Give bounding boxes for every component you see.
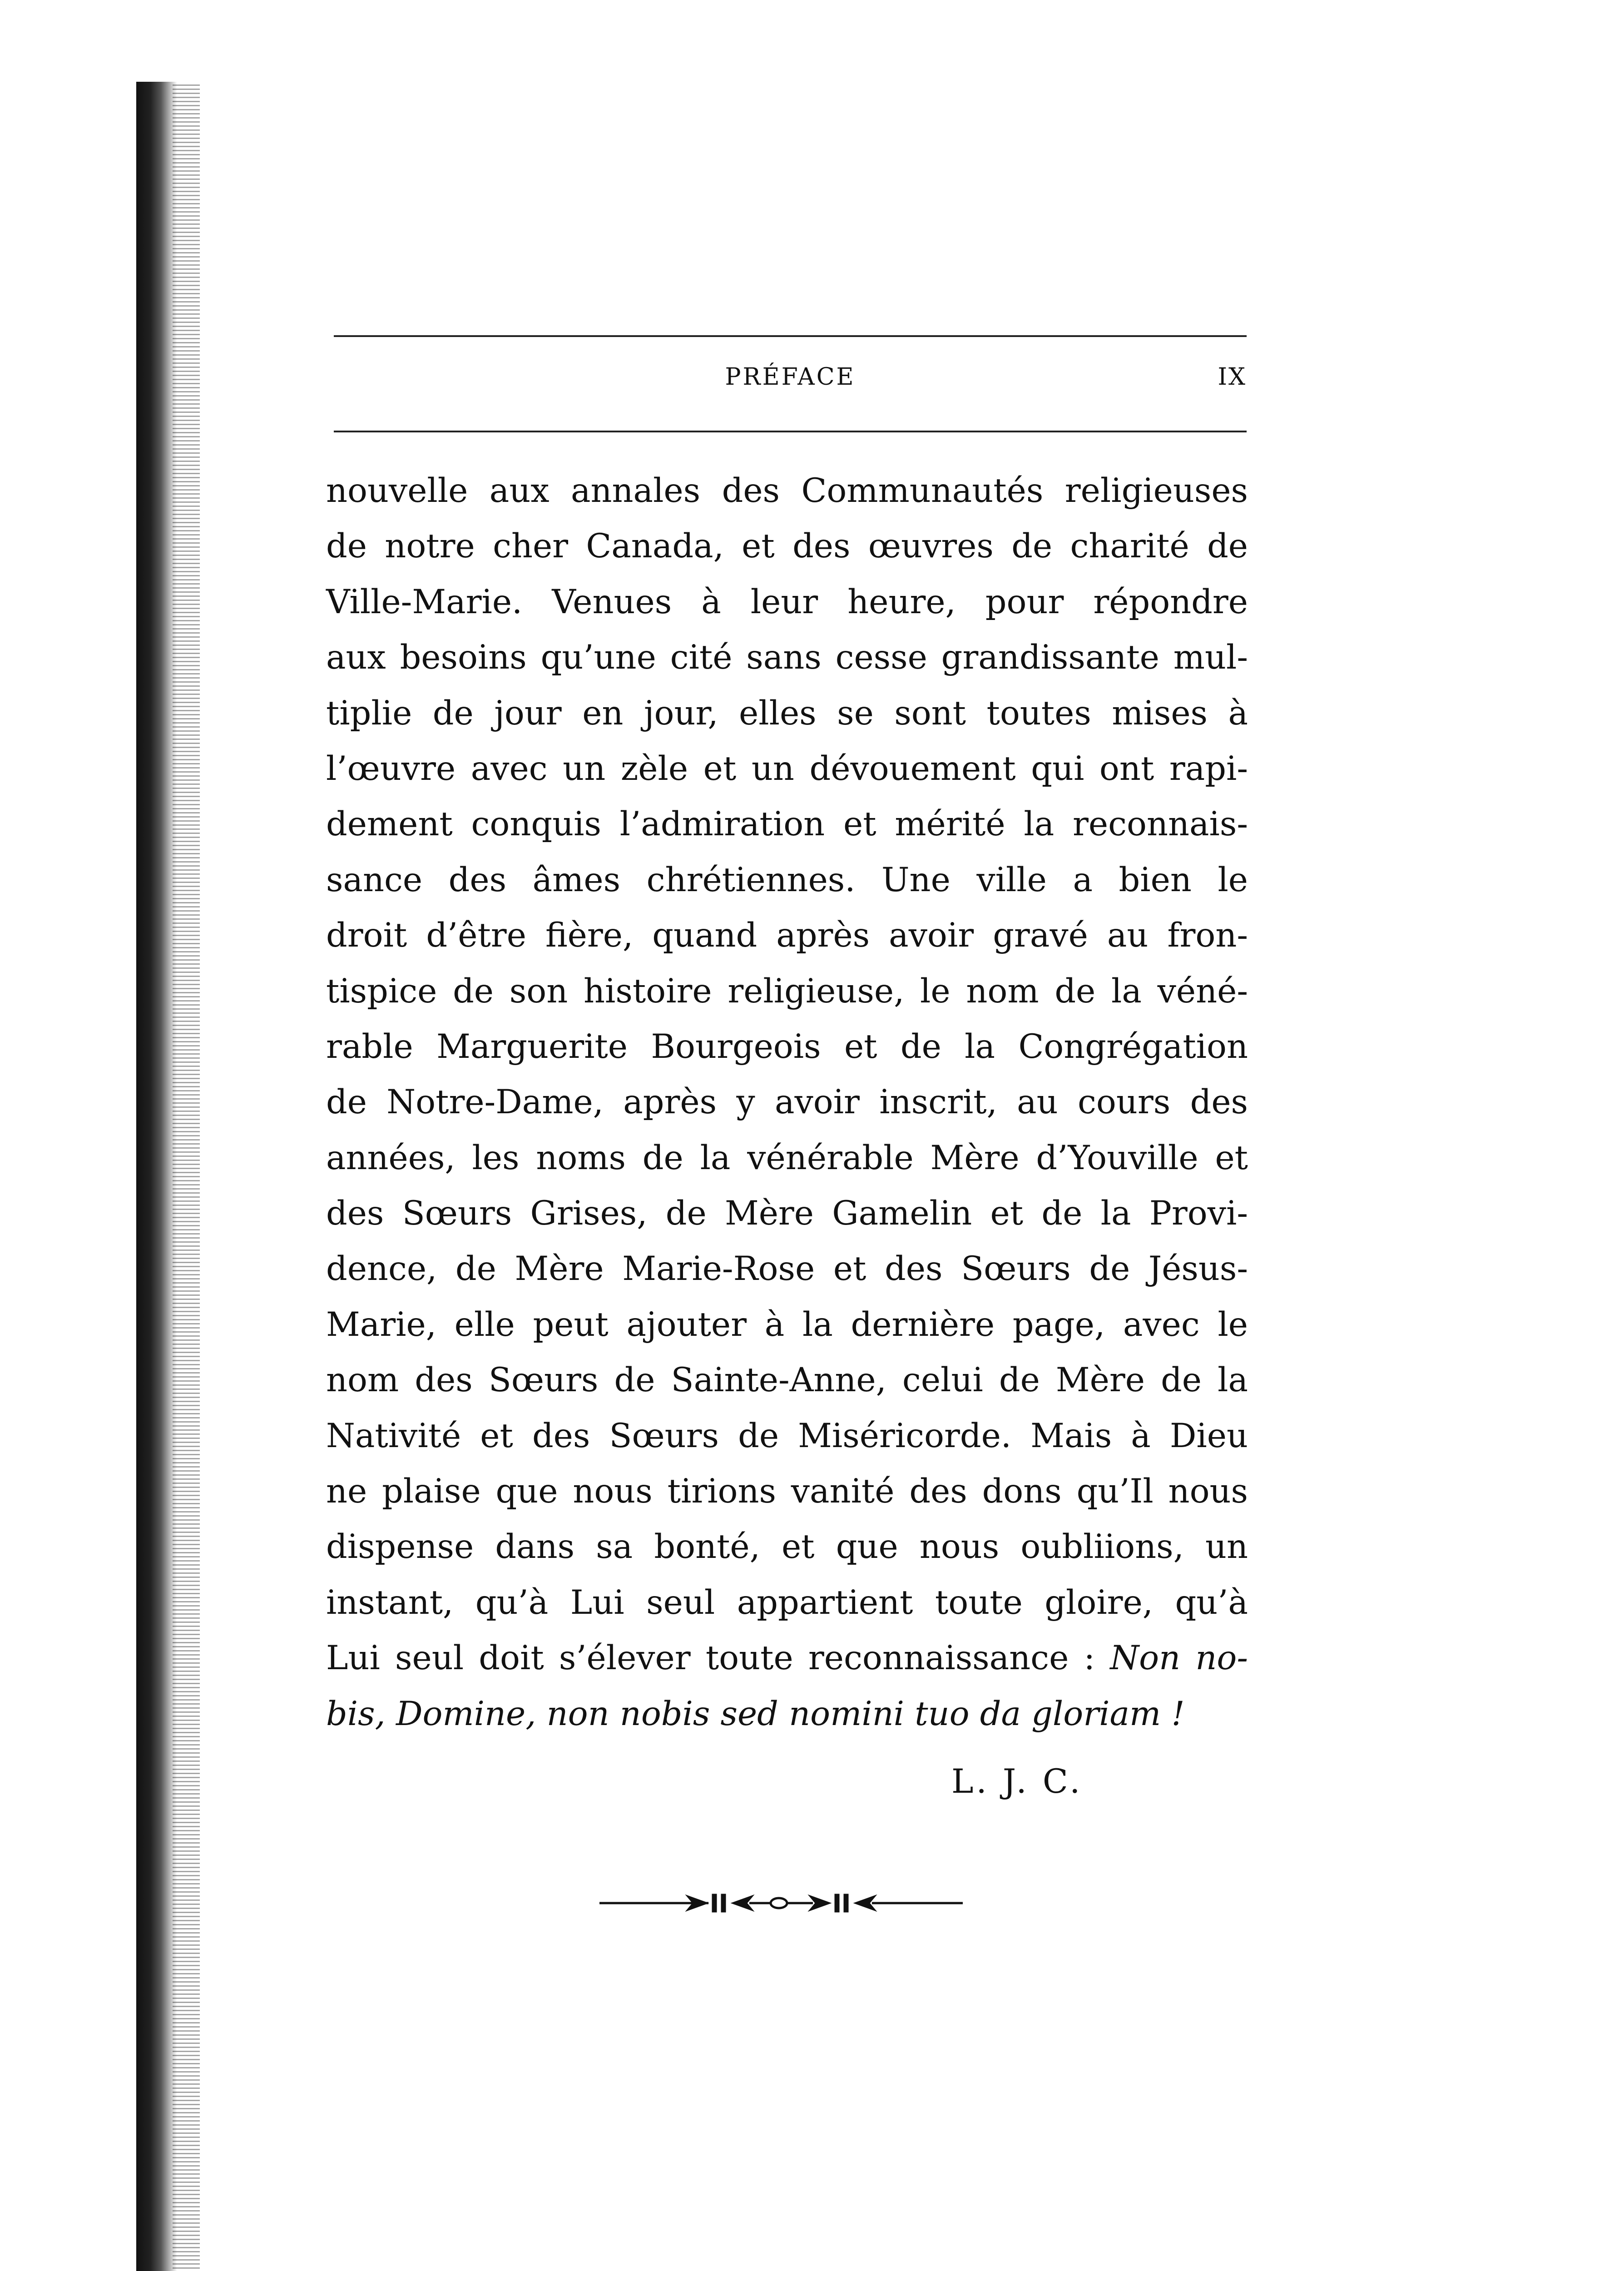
text-line: ne plaise que nous tirions vanité des dons qu’Il nous bbox=[326, 1472, 1248, 1511]
text-line: dement conquis l’admiration et mérité la reconnais- bbox=[326, 805, 1248, 844]
text-line: dispense dans sa bonté, et que nous oubliions, un bbox=[326, 1527, 1248, 1567]
text-line: aux besoins qu’une cité sans cesse grandissante mul- bbox=[326, 638, 1248, 677]
text-line: rable Marguerite Bourgeois et de la Congrégation bbox=[326, 1027, 1248, 1066]
text-line: années, les noms de la vénérable Mère d’Youville et bbox=[326, 1138, 1248, 1177]
text-line: tiplie de jour en jour, elles se sont toutes mises à bbox=[326, 694, 1248, 733]
header-top-rule bbox=[334, 335, 1247, 337]
text-roman: Lui seul doit s’élever toute reconnaissance : bbox=[326, 1639, 1110, 1678]
preface-text bbox=[326, 463, 1248, 1742]
text-line: Ville-Marie. Venues à leur heure, pour répondre bbox=[326, 582, 1248, 621]
text-line: Nativité et des Sœurs de Miséricorde. Mais à Dieu bbox=[326, 1416, 1248, 1455]
latin-quote-start: Non no- bbox=[1110, 1639, 1248, 1678]
text-line: sance des âmes chrétiennes. Une ville a bien le bbox=[326, 860, 1248, 899]
text-line: de Notre-Dame, après y avoir inscrit, au cours des bbox=[326, 1083, 1248, 1122]
text-line: instant, qu’à Lui seul appartient toute gloire, qu’à bbox=[326, 1583, 1248, 1622]
text-line: l’œuvre avec un zèle et un dévouement qui ont rapi- bbox=[326, 749, 1248, 788]
running-title: PRÉFACE bbox=[725, 363, 856, 391]
latin-quote-end: bis, Domine, non nobis sed nomini tuo da gloriam ! bbox=[326, 1694, 1185, 1733]
text-line: nom des Sœurs de Sainte-Anne, celui de Mère de la bbox=[326, 1361, 1248, 1400]
text-line: Marie, elle peut ajouter à la dernière page, avec le bbox=[326, 1305, 1248, 1344]
text-line: de notre cher Canada, et des œuvres de charité de bbox=[326, 527, 1248, 566]
tailpiece-ornament bbox=[595, 1885, 967, 1921]
header-bottom-rule bbox=[334, 431, 1247, 432]
text-line: droit d’être fière, quand après avoir gravé au fron- bbox=[326, 916, 1248, 955]
page-number: IX bbox=[1218, 363, 1247, 391]
text-line: dence, de Mère Marie-Rose et des Sœurs de Jésus- bbox=[326, 1250, 1248, 1289]
binding-edge bbox=[136, 82, 177, 2271]
text-line: des Sœurs Grises, de Mère Gamelin et de la Provi- bbox=[326, 1194, 1248, 1233]
text-line: nouvelle aux annales des Communautés religieuses bbox=[326, 471, 1248, 510]
text-line-mixed bbox=[326, 1631, 1248, 1686]
signature-initials: L. J. C. bbox=[951, 1762, 1083, 1801]
text-line: tispice de son histoire religieuse, le nom de la véné- bbox=[326, 972, 1248, 1011]
